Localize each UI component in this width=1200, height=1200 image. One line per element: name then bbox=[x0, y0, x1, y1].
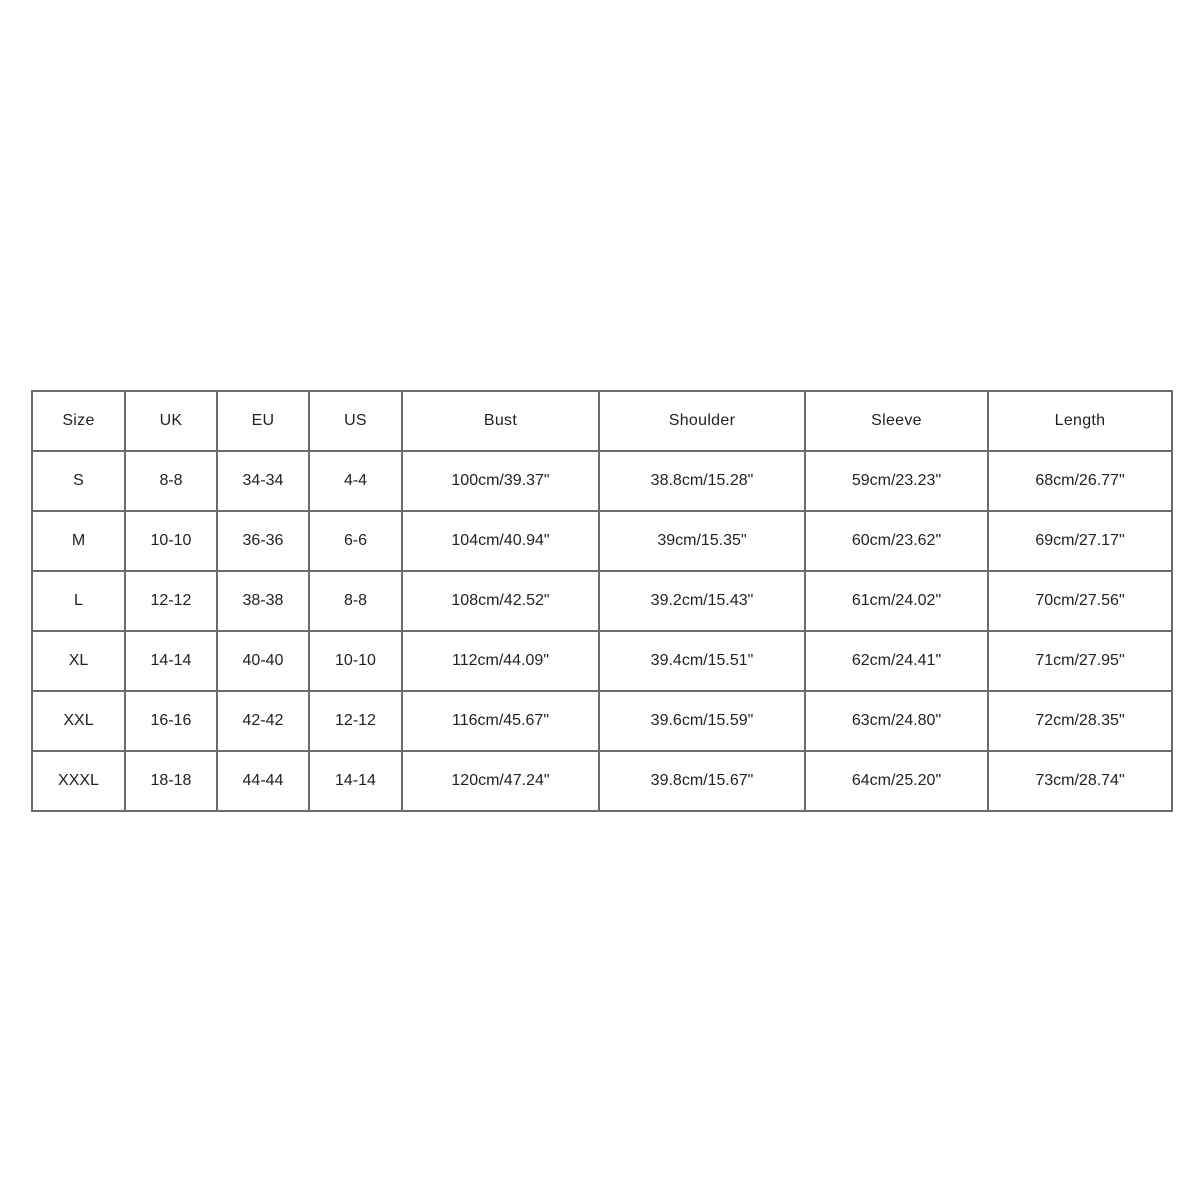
cell-eu: 44-44 bbox=[217, 751, 309, 811]
cell-size: XL bbox=[32, 631, 125, 691]
cell-uk: 8-8 bbox=[125, 451, 217, 511]
cell-us: 6-6 bbox=[309, 511, 402, 571]
cell-us: 8-8 bbox=[309, 571, 402, 631]
header-uk: UK bbox=[125, 391, 217, 451]
table-row bbox=[32, 691, 1172, 751]
cell-us: 14-14 bbox=[309, 751, 402, 811]
header-shoulder: Shoulder bbox=[599, 391, 805, 451]
cell-bust: 116cm/45.67" bbox=[402, 691, 599, 751]
size-chart-table bbox=[31, 390, 1173, 812]
cell-eu: 40-40 bbox=[217, 631, 309, 691]
cell-size: L bbox=[32, 571, 125, 631]
cell-size: M bbox=[32, 511, 125, 571]
cell-us: 10-10 bbox=[309, 631, 402, 691]
cell-shoulder: 38.8cm/15.28" bbox=[599, 451, 805, 511]
cell-us: 12-12 bbox=[309, 691, 402, 751]
cell-length: 71cm/27.95" bbox=[988, 631, 1172, 691]
cell-shoulder: 39.8cm/15.67" bbox=[599, 751, 805, 811]
cell-eu: 42-42 bbox=[217, 691, 309, 751]
cell-uk: 14-14 bbox=[125, 631, 217, 691]
cell-bust: 104cm/40.94" bbox=[402, 511, 599, 571]
cell-eu: 36-36 bbox=[217, 511, 309, 571]
table-row bbox=[32, 571, 1172, 631]
cell-bust: 112cm/44.09" bbox=[402, 631, 599, 691]
cell-eu: 38-38 bbox=[217, 571, 309, 631]
table-row bbox=[32, 451, 1172, 511]
cell-us: 4-4 bbox=[309, 451, 402, 511]
cell-length: 69cm/27.17" bbox=[988, 511, 1172, 571]
cell-sleeve: 62cm/24.41" bbox=[805, 631, 988, 691]
cell-shoulder: 39cm/15.35" bbox=[599, 511, 805, 571]
table-row bbox=[32, 511, 1172, 571]
cell-bust: 108cm/42.52" bbox=[402, 571, 599, 631]
cell-shoulder: 39.4cm/15.51" bbox=[599, 631, 805, 691]
cell-length: 70cm/27.56" bbox=[988, 571, 1172, 631]
cell-sleeve: 63cm/24.80" bbox=[805, 691, 988, 751]
cell-size: S bbox=[32, 451, 125, 511]
cell-shoulder: 39.2cm/15.43" bbox=[599, 571, 805, 631]
cell-length: 73cm/28.74" bbox=[988, 751, 1172, 811]
cell-shoulder: 39.6cm/15.59" bbox=[599, 691, 805, 751]
cell-length: 68cm/26.77" bbox=[988, 451, 1172, 511]
cell-sleeve: 60cm/23.62" bbox=[805, 511, 988, 571]
header-length: Length bbox=[988, 391, 1172, 451]
cell-sleeve: 64cm/25.20" bbox=[805, 751, 988, 811]
cell-uk: 18-18 bbox=[125, 751, 217, 811]
header-sleeve: Sleeve bbox=[805, 391, 988, 451]
cell-size: XXL bbox=[32, 691, 125, 751]
header-size: Size bbox=[32, 391, 125, 451]
cell-bust: 100cm/39.37" bbox=[402, 451, 599, 511]
cell-uk: 12-12 bbox=[125, 571, 217, 631]
header-eu: EU bbox=[217, 391, 309, 451]
cell-uk: 10-10 bbox=[125, 511, 217, 571]
cell-length: 72cm/28.35" bbox=[988, 691, 1172, 751]
cell-size: XXXL bbox=[32, 751, 125, 811]
cell-bust: 120cm/47.24" bbox=[402, 751, 599, 811]
cell-uk: 16-16 bbox=[125, 691, 217, 751]
table-row bbox=[32, 751, 1172, 811]
header-row bbox=[32, 391, 1172, 451]
cell-sleeve: 59cm/23.23" bbox=[805, 451, 988, 511]
header-bust: Bust bbox=[402, 391, 599, 451]
cell-sleeve: 61cm/24.02" bbox=[805, 571, 988, 631]
header-us: US bbox=[309, 391, 402, 451]
cell-eu: 34-34 bbox=[217, 451, 309, 511]
table-row bbox=[32, 631, 1172, 691]
